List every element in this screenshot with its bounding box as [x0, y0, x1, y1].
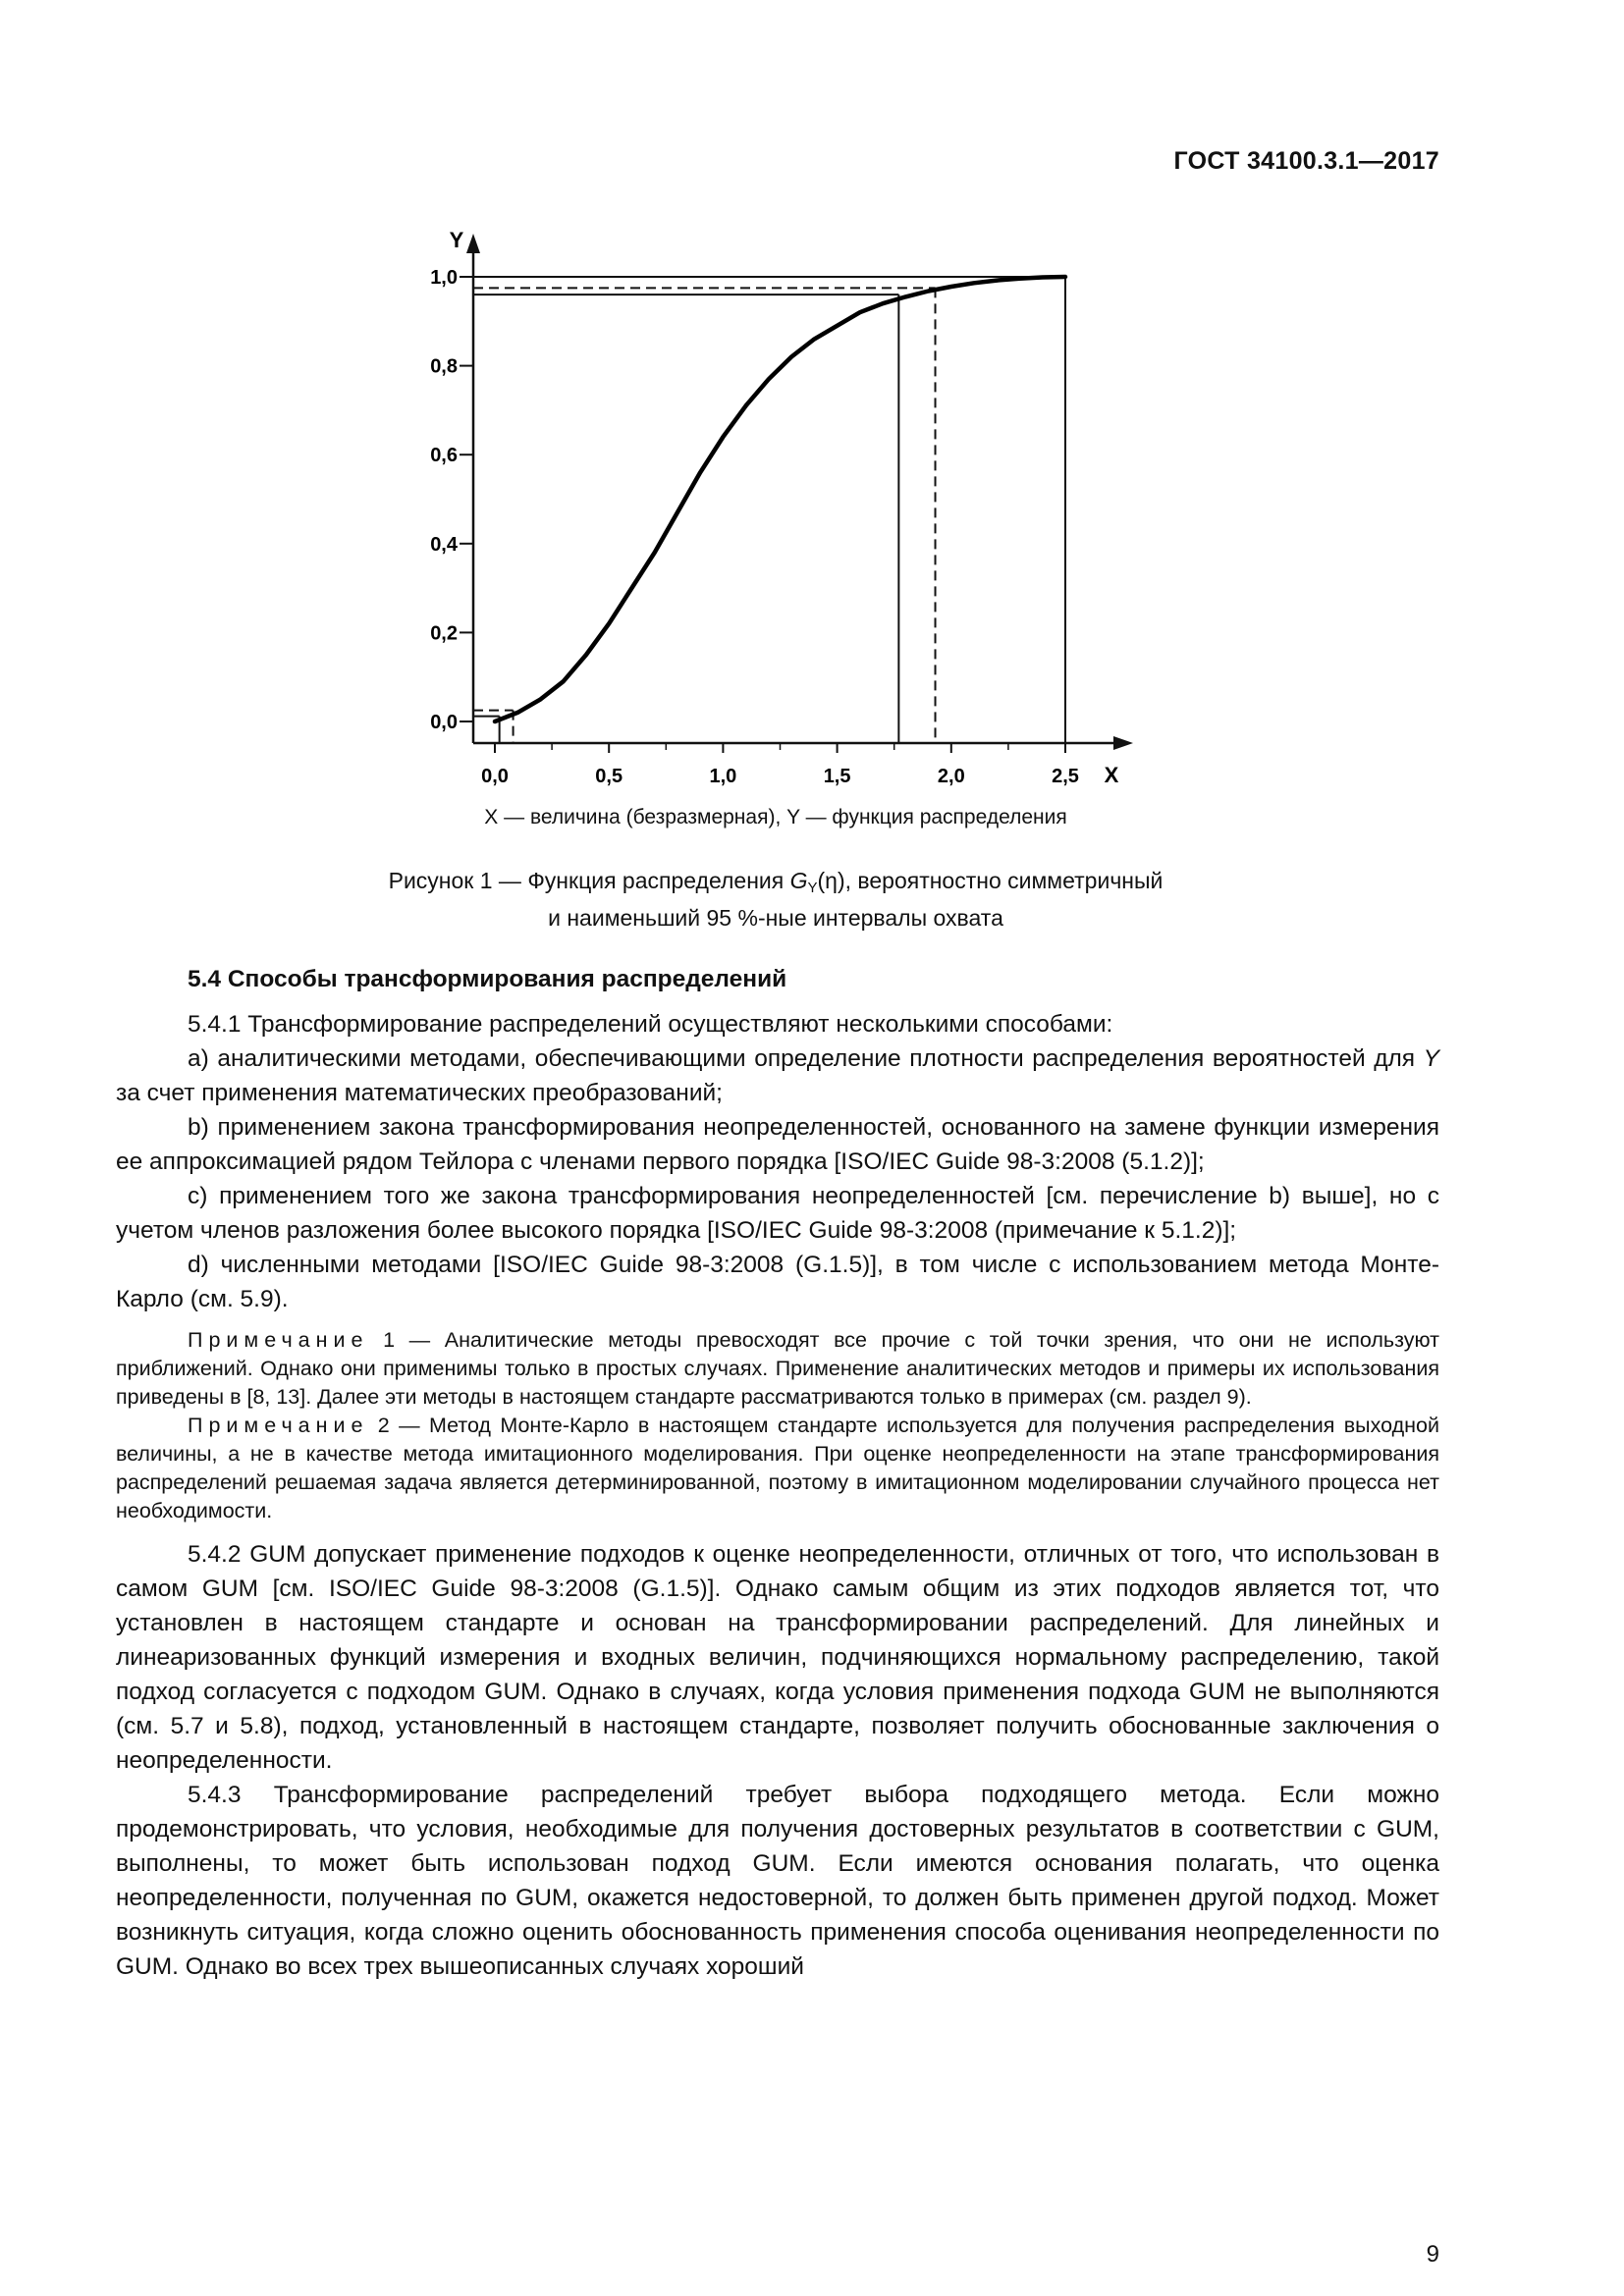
notes-block [116, 1326, 1439, 1525]
page-number: 9 [1426, 2241, 1439, 2268]
x-axis-arrow [1113, 736, 1133, 750]
y-tick-label: 0,8 [430, 355, 458, 378]
caption-line-2: и наименьший 95 %-ные интервалы охвата [548, 905, 1003, 931]
note-1 [116, 1326, 1439, 1412]
section-body [116, 962, 1439, 1984]
y-tick-label: 0,4 [430, 533, 458, 556]
figure-caption [334, 866, 1218, 933]
list-item-d: d) численными методами [ISO/IEC Guide 98-3:2008 (G.1.5)], в том числе с использованием метода Монте-Карло (см. 5.9). [116, 1252, 1439, 1312]
y-tick-label: 0,0 [430, 712, 458, 733]
x-axis-title: X [1104, 763, 1119, 787]
note-label: Примечание [188, 1328, 369, 1352]
x-tick-label: 2,5 [1052, 766, 1079, 787]
x-tick-label: 1,0 [709, 766, 737, 787]
y-axis-arrow [466, 234, 480, 253]
note-1-text: — Аналитические методы превосходят все прочие с той точки зрения, что они не используют приближений. Однако они применимы только в простых случаях. Применение аналитических методов и примеры их использования приведены в [8, 13]. Далее эти методы в настоящем стандарте рассматриваются только в примерах (см. раздел 9). [116, 1328, 1439, 1409]
caption-text: Рисунок 1 — Функция распределения [388, 868, 790, 893]
x-tick-label: 2,0 [937, 766, 965, 787]
x-tick-label: 0,5 [595, 766, 623, 787]
figure-legend: X — величина (безразмерная), Y — функция распределения [484, 806, 1067, 828]
paragraph-5-4-2: 5.4.2 GUM допускает применение подходов к оценке неопределенности, отличных от того, что использован в самом GUM [см. ISO/IEC Guide 98-3:2008 (G.1.5)]. Однако самым общим из этих подходов является тот, что установлен в настоящем стандарте и основан на трансформировании распределений. Для линейных и линеаризованных функций измерения и входных величин, подчиняющихся нормальному распределению, такой подход согласуется с подходом GUM. Однако в случаях, когда условия применения подхода GUM не выполняются (см. 5.7 и 5.8), подход, установленный в настоящем стандарте, позволяет получить обоснованные заключения о неопределенности. [116, 1541, 1439, 1774]
paragraph-5-4-3: 5.4.3 Трансформирование распределений требует выбора подходящего метода. Если можно продемонстрировать, что условия, необходимые для получения достоверных результатов в соответствии с GUM, выполнены, то может быть использован подход GUM. Если имеются основания полагать, что оценка неопределенности, полученная по GUM, окажется недостоверной, то должен быть применен другой подход. Может возникнуть ситуация, когда сложно оценить обоснованность применения способа оценивания неопределенности по GUM. Однако во всех трех вышеописанных случаях хороший [116, 1782, 1439, 1980]
y-axis-title: Y [449, 228, 464, 252]
standard-designation: ГОСТ 34100.3.1—2017 [1173, 147, 1439, 175]
section-heading: 5.4 Способы трансформирования распределений [188, 966, 787, 992]
variable-y: Y [1423, 1045, 1439, 1072]
caption-subscript: Y [807, 880, 818, 896]
list-item-a [116, 1041, 1439, 1110]
distribution-function-chart [0, 0, 1624, 942]
caption-symbol: G [789, 868, 808, 893]
x-tick-label: 1,5 [823, 766, 851, 787]
list-item-b: b) применением закона трансформирования неопределенностей, основанного на замене функции измерения ее аппроксимацией рядом Тейлора с членами первого порядка [ISO/IEC Guide 98-3:2008 (5.1.2)]; [116, 1114, 1439, 1175]
y-tick-label: 1,0 [430, 267, 458, 289]
distribution-curve [495, 277, 1065, 721]
list-item-a-text-end: за счет применения математических преобразований; [116, 1080, 723, 1106]
note-2-text: — Метод Монте-Карло в настоящем стандарте используется для получения распределения выходной величины, а не в качестве метода имитационного моделирования. При оценке неопределенности на этапе трансформирования распределений решаемая задача является детерминированной, поэтому в имитационном моделировании случайного процесса нет необходимости. [116, 1414, 1439, 1522]
note-number: 1 [368, 1328, 396, 1352]
caption-line-1 [334, 866, 1218, 903]
y-tick-label: 0,2 [430, 622, 458, 645]
y-tick-label: 0,6 [430, 445, 458, 467]
caption-text-after: (η), вероятностно симметричный [817, 868, 1164, 893]
paragraph-5-4-1: 5.4.1 Трансформирование распределений осуществляют несколькими способами: [188, 1011, 1113, 1038]
x-tick-label: 0,0 [481, 766, 509, 787]
list-item-c: c) применением того же закона трансформирования неопределенностей [см. перечисление b) выше], но с учетом членов разложения более высокого порядка [ISO/IEC Guide 98-3:2008 (примечание к 5.1.2)]; [116, 1183, 1439, 1244]
note-label: Примечание [188, 1414, 369, 1437]
note-number: 2 [368, 1414, 390, 1437]
note-2 [116, 1412, 1439, 1525]
list-item-a-text: a) аналитическими методами, обеспечивающими определение плотности распределения вероятностей для [188, 1045, 1424, 1072]
